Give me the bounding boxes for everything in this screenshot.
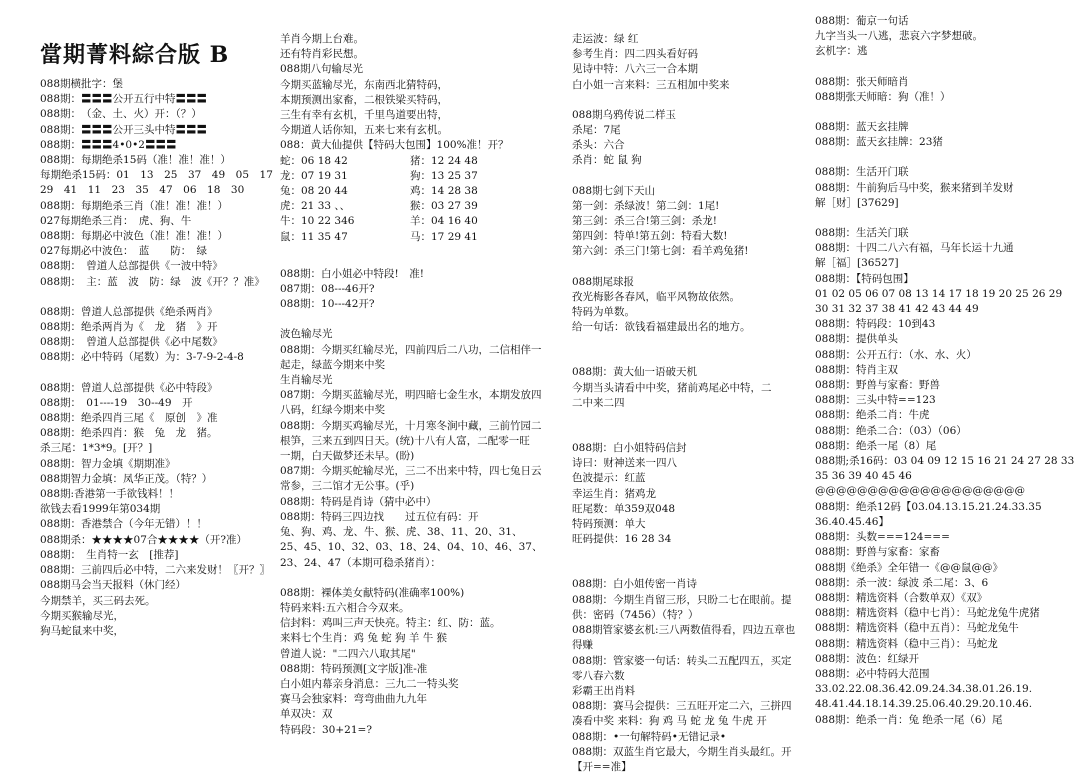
text-line: 088期;杀16码：03 04 09 12 15 16 21 24 27 28 33 <box>815 455 1075 468</box>
text-line: 088期：生活关门联 <box>815 227 909 240</box>
text-line: 旺尾数：单359双048 <box>572 502 676 515</box>
text-line: 087期：08---46开? <box>280 283 375 296</box>
zodiac-row <box>280 154 565 169</box>
text-line: 供：密码（7456）（特？） <box>572 608 699 621</box>
text-line: 088期：绝杀两肖为《 龙 猪 》开 <box>40 321 218 334</box>
spacer <box>572 93 812 108</box>
text-line: 088期：今期买鸡输尽光，十月寒冬涧中藏，三前竹园二 <box>280 419 542 432</box>
text-line: 088期：杀一波：绿波 杀二尾：3、6 <box>815 576 989 589</box>
text-line: 色波提示：红蓝 <box>572 472 646 485</box>
text-line: 第三剑：杀三合!第三剑：杀龙! <box>572 215 717 228</box>
text-line: 088期：提供单头 <box>815 333 899 346</box>
spacer <box>572 562 812 577</box>
text-line: 48.41.44.18.14.39.25.06.40.29.20.10.46. <box>815 698 1033 711</box>
spacer <box>815 211 1077 226</box>
text-line: 九字当头一八逃，悲哀六字梦想破。 <box>815 30 983 43</box>
text-line: @@@@@@@@@@@@@@@@@@@@ <box>815 485 1025 498</box>
text-line: 088期：三前四后必中特，二六来发财！〖开？〗 <box>40 564 271 577</box>
text-line: 088期：黄大仙一语破天机 <box>572 366 698 379</box>
text-line: 088期： 曾道人总部提供《必中尾数》 <box>40 336 223 349</box>
text-line: 杀头：六合 <box>572 139 625 152</box>
text-line: 088期：蓝天玄挂牌 <box>815 121 909 134</box>
zodiac-row <box>280 230 565 245</box>
column-3-lines <box>572 32 812 775</box>
text-line: 088期：香港禁合（今年无错）！！ <box>40 518 208 531</box>
spacer <box>572 547 812 562</box>
text-line: 088期：绝杀一尾（8）尾 <box>815 439 937 452</box>
text-line: 088期：〓〓〓公开三头中特〓〓〓 <box>40 123 208 136</box>
text-line: 走运波：绿 红 <box>572 33 639 45</box>
text-line: 孜光梅影各春风，临平风物故依然。 <box>572 290 740 303</box>
text-line: 特码来料:五六相合今双来。 <box>280 601 410 614</box>
text-line: 088期：三头中特==123 <box>815 394 936 407</box>
text-line: 088期《绝杀》全年错一《@@鼠@@》 <box>815 561 1004 574</box>
spacer <box>280 312 565 327</box>
text-line: 狗马蛇鼠来中奖， <box>40 624 124 637</box>
text-line: 彩霸王出肖料 <box>572 684 635 697</box>
text-line: 杀三尾：1*3*9。[开？] <box>40 442 153 455</box>
zodiac-row <box>280 214 565 229</box>
text-line: 088期：赛马会提供：三五旺开定二六，三拼四 <box>572 700 792 713</box>
page-title: 當期菁料綜合版 B <box>40 42 230 68</box>
zodiac-cell: 猴：03 27 39 <box>410 200 478 213</box>
column-1 <box>40 0 272 764</box>
zodiac-cell: 马：17 29 41 <box>410 230 478 243</box>
zodiac-cell: 猪：12 24 48 <box>410 154 478 167</box>
text-line: 白小姐内幕亲身消息：三九二一特头奖 <box>280 677 459 690</box>
text-line: 根笋，三来五到四日天。(统)十八有人富，二配零一旺 <box>280 434 530 447</box>
text-line: 单双决：双 <box>280 708 333 721</box>
text-line: 欲钱去看1999年第034期 <box>40 503 161 516</box>
text-line: 088期横批字：堡 <box>40 78 124 90</box>
text-line: 088期：10---42开? <box>280 298 375 311</box>
text-line: 八码，红绿今期来中奖 <box>280 404 385 417</box>
text-line: 23、24、47（本期可稳杀猪肖）： <box>280 556 441 569</box>
text-line: 088期张天师暗：狗（准！） <box>815 90 951 103</box>
zodiac-cell: 蛇：06 18 42 <box>280 154 348 167</box>
text-line: 088期：野兽与家畜：家畜 <box>815 546 941 559</box>
text-line: 088期：张天师暗肖 <box>815 75 909 88</box>
text-line: 凑看中奖 来料：狗 鸡 马 蛇 龙 兔 牛虎 开 <box>572 715 767 728</box>
spacer <box>572 169 812 184</box>
zodiac-cell: 羊：04 16 40 <box>410 215 478 228</box>
spacer <box>572 411 812 426</box>
text-line: 088期：精选资料（合数单双）《双》 <box>815 591 988 604</box>
text-line: 生肖输尽光 <box>280 374 333 387</box>
text-line: 088期：【特码包围】 <box>815 272 914 285</box>
spacer <box>815 150 1077 165</box>
zodiac-cell: 虎：21 33 、、 <box>280 200 351 213</box>
text-line: 玄机字：逃 <box>815 45 868 58</box>
text-line: 01 02 05 06 07 08 13 14 17 18 19 20 25 26 29 <box>815 287 1063 300</box>
text-line: 088期：曾道人总部提供《必中特段》 <box>40 381 218 394</box>
zodiac-cell: 龙：07 19 31 <box>280 169 348 182</box>
text-line: 088期：蓝天玄挂牌：23猪 <box>815 136 943 149</box>
text-line: 088期：头数===124=== <box>815 531 950 544</box>
text-line: 088期七剑下天山 <box>572 184 656 197</box>
spacer <box>572 426 812 441</box>
text-line: 088期：今期买红输尽光，四前四后二八功，二信相伴一 <box>280 343 542 356</box>
text-line: 088期管家婆玄机:三八两数值得看，四边五章也 <box>572 624 796 637</box>
column-4-lines <box>815 14 1077 728</box>
text-line: 赛马会独家料：弯弯曲曲九九年 <box>280 693 427 706</box>
text-line: 088期：精选资料（稳中五肖）：马蛇龙兔牛 <box>815 622 1019 635</box>
text-line: 今期买猴输尽光， <box>40 609 124 622</box>
text-line: 088期：〓〓〓4•0•2〓〓〓 <box>40 138 177 151</box>
text-line: 第六剑：杀三门!第七剑：看羊鸡兔猪! <box>572 245 749 258</box>
text-line: 解［财］[37629] <box>815 196 899 209</box>
text-line: 088期： 曾道人总部提供《一波中特》 <box>40 260 223 273</box>
zodiac-cell: 鸡：14 28 38 <box>410 185 478 198</box>
text-line: 兔、狗、鸡、龙、牛、猴、虎、38、11、20、31、 <box>280 526 523 539</box>
text-line: 起走，绿蓝今期来中奖 <box>280 358 385 371</box>
text-line: 088期：绝杀一肖：兔 绝杀一尾（6）尾 <box>815 713 1003 726</box>
text-line: 25、45、10、32、03、18、24、04、10、46、37、 <box>280 541 543 554</box>
text-line: 088期：绝杀二合：（03）（06） <box>815 424 967 437</box>
text-line: 还有特肖彩民想。 <box>280 48 364 61</box>
text-line: 088期： 主：蓝 波 防：绿 波《开？？准》 <box>40 275 265 288</box>
text-line: 088期：特码预测[文字版]准-准 <box>280 662 428 675</box>
zodiac-cell: 牛：10 22 346 <box>280 215 355 228</box>
text-line: 今期当头请看中中奖，猪前鸡尾必中特，二 <box>572 381 772 394</box>
text-line: 33.02.22.08.36.42.09.24.34.38.01.26.19. <box>815 683 1033 696</box>
spacer <box>280 571 565 586</box>
text-line: 今期买蓝输尽光，东南西北猜特码， <box>280 78 448 91</box>
text-line: 088期：特肖主双 <box>815 363 899 376</box>
text-line: 给一句话：欲钱看福建最出名的地方。 <box>572 321 751 334</box>
text-line: 088期：特码段：10到43 <box>815 318 936 331</box>
text-line: 088期马会当天报料（休门经） <box>40 579 187 592</box>
text-line: 特码预测：单大 <box>572 518 646 531</box>
text-line: 三生有幸有玄机，千里鸟道要出特， <box>280 109 448 122</box>
text-line: 088期：曾道人总部提供《绝杀两肖》 <box>40 305 218 318</box>
text-line: 088期：裸体美女献特码(准确率100%) <box>280 586 465 599</box>
text-line: 088期尾球报 <box>572 275 635 288</box>
text-line: 088期智力金填：凤华正茂。（特？） <box>40 472 213 485</box>
text-line: 088期：白小姐传密一肖诗 <box>572 578 698 591</box>
text-line: 088期：智力金填《期期准》 <box>40 457 176 470</box>
text-line: 幸运生肖：猪鸡龙 <box>572 487 656 500</box>
text-line: 088期:香港第一手欲钱料！！ <box>40 488 180 501</box>
text-line: 088期：绝杀二肖：牛虎 <box>815 409 930 422</box>
text-line: 088期：波色：红绿开 <box>815 652 920 665</box>
text-line: 常参，三二馆才无公事。(乎) <box>280 480 415 493</box>
zodiac-row <box>280 169 565 184</box>
text-line: 088期：白小姐必中特段! 准! <box>280 267 424 280</box>
text-line: 【开==准】 <box>572 760 632 773</box>
text-line: 088期：特码是肖诗（猜中必中） <box>280 495 437 508</box>
zodiac-cell: 狗：13 25 37 <box>410 169 478 182</box>
zodiac-row <box>280 184 565 199</box>
column-4 <box>815 0 1077 764</box>
text-line: 36.40.45.46】 <box>815 515 889 528</box>
zodiac-cell: 鼠：11 35 47 <box>280 230 348 243</box>
text-line: 088期：精选资料（稳中七肖）：马蛇龙兔牛虎猪 <box>815 607 1040 620</box>
text-line: 曾道人说："二四六八取其尾" <box>280 647 416 660</box>
text-line: 088期：必中特码大范围 <box>815 667 930 680</box>
text-line: 30 31 32 37 38 41 42 43 44 49 <box>815 303 979 316</box>
text-line: 088期： 生肖特一玄 [推荐] <box>40 548 179 561</box>
text-line: 旺码提供：16 28 34 <box>572 533 672 546</box>
spacer <box>815 60 1077 75</box>
text-line: 088期：今期生肖留三形，只盼二七在眼前。提 <box>572 593 792 606</box>
text-line: 027每期绝杀三肖： 虎、狗、牛 <box>40 214 192 227</box>
text-line: 解［福］[36527] <box>815 257 899 270</box>
text-line: 088期：公开五行：（水、水、火） <box>815 348 977 361</box>
column-2 <box>280 0 565 764</box>
text-line: 诗曰：财神送来一四八 <box>572 457 677 470</box>
text-line: 088期：•一句解特码•无错记录• <box>572 730 727 743</box>
text-line: 088期： 01----19 30--49 开 <box>40 396 193 409</box>
text-line: 信封料：鸡叫三声天快亮。特主：红、防：蓝。 <box>280 617 501 630</box>
text-line: 35 36 39 40 45 46 <box>815 470 912 483</box>
text-line: 088期：特码三四边找 过五位有码：开 <box>280 510 479 523</box>
text-line: 088期：管家婆一句话：转头二五配四五，买定 <box>572 654 792 667</box>
zodiac-cell: 兔：08 20 44 <box>280 185 348 198</box>
spacer <box>572 260 812 275</box>
text-line: 得赚 <box>572 639 593 652</box>
text-line: 088期：每期绝杀15码（准！准！准！） <box>40 154 231 167</box>
text-line: 088期：双蓝生肖它最大，今期生肖头最红。开 <box>572 745 792 758</box>
spacer <box>572 335 812 350</box>
text-line: 本期预测出家畜，二根铁梁买特码， <box>280 93 448 106</box>
text-line: 每期绝杀15码：01 13 25 37 49 05 17 <box>40 169 273 182</box>
text-line: 参考生肖：四二四头看好码 <box>572 48 698 61</box>
text-line: 波色输尽光 <box>280 328 333 341</box>
text-line: 特码为单数。 <box>572 306 635 319</box>
text-line: 第四剑：特单!第五剑：特看大数! <box>572 230 728 243</box>
text-line: 特码段：30+21=? <box>280 723 372 736</box>
text-line: 第一剑：杀绿波！第二剑：1尾! <box>572 199 720 212</box>
text-line: 来料七个生肖：鸡 兔 蛇 狗 羊 牛 猴 <box>280 632 448 645</box>
column-2-lines <box>280 267 565 738</box>
text-line: 白小姐一言来料：三五相加中奖来 <box>572 78 730 91</box>
text-line: 088期：十四二八六有福，马年长运十九通 <box>815 242 1014 255</box>
text-line: 088期：野兽与家畜：野兽 <box>815 379 941 392</box>
text-line: 088期：绝杀12码【03.04.13.15.21.24.33.35 <box>815 500 1042 513</box>
zodiac-row <box>280 199 565 214</box>
spacer <box>815 105 1077 120</box>
text-line: 088期： （金、土、火）开：（？） <box>40 108 202 121</box>
column-2-poems <box>280 32 565 154</box>
text-line: 零八春六数 <box>572 669 625 682</box>
text-line: 088期：〓〓〓公开五行中特〓〓〓 <box>40 93 208 106</box>
text-line: 088期乌鸦传说二样玉 <box>572 108 677 121</box>
text-line: 088期：每期必中波色（准！准！准！） <box>40 230 229 243</box>
spacer <box>572 350 812 365</box>
zodiac-table <box>280 154 565 245</box>
text-line: 今期道人话你知，五来七来有玄机。 <box>280 124 448 137</box>
text-line: 今期禁羊，买三码去死。 <box>40 594 156 607</box>
text-line: 088期：绝杀四肖：猴 兔 龙 猪。 <box>40 427 218 440</box>
column-3 <box>572 0 812 773</box>
text-line: 088期八句输尽光 <box>280 63 364 76</box>
text-line: 088期杀：★★★★07合★★★★（开?准） <box>40 533 248 546</box>
text-line: 088期：绝杀四肖三尾《 原创 》准 <box>40 412 218 425</box>
text-line: 见诗中特：八六三一合本期 <box>572 63 698 76</box>
text-line: 杀肖：蛇 鼠 狗 <box>572 154 642 167</box>
spacer <box>40 366 272 381</box>
text-line: 088期：葡京一句话 <box>815 15 909 27</box>
spacer <box>40 290 272 305</box>
text-line: 一期，白天做梦还未早。(盼) <box>280 450 415 463</box>
text-line: 羊肖今期上台难。 <box>280 33 364 45</box>
text-line: 088期：精选资料（稳中三肖）：马蛇龙 <box>815 637 998 650</box>
text-line: 088期：每期绝杀三肖（准！准！准！） <box>40 199 229 212</box>
text-line: 088期：生活开门联 <box>815 166 909 179</box>
text-line: 027每期必中波色： 蓝 防： 绿 <box>40 245 208 258</box>
text-line: 29 41 11 23 35 47 06 18 30 <box>40 184 245 197</box>
text-line: 088期：必中特码（尾数）为：3-7-9-2-4-8 <box>40 351 244 364</box>
text-line: 088期：白小姐特码信封 <box>572 442 687 455</box>
text-line: 杀尾：7尾 <box>572 124 621 137</box>
text-line: 088期：牛前狗后马中奖，猴来猪到羊发财 <box>815 181 1014 194</box>
text-line: 087期：今期买蛇输尽光，三二不出来中特，四七兔日云 <box>280 465 542 478</box>
text-line: 二中来二四 <box>572 396 625 409</box>
text-line: 088：黄大仙提供【特码大包围】100%准！开？ <box>280 139 509 152</box>
text-line: 087期：今期买蓝输尽光，明四暗七金生水，本期发放四 <box>280 389 542 402</box>
column-1-lines <box>40 77 272 639</box>
